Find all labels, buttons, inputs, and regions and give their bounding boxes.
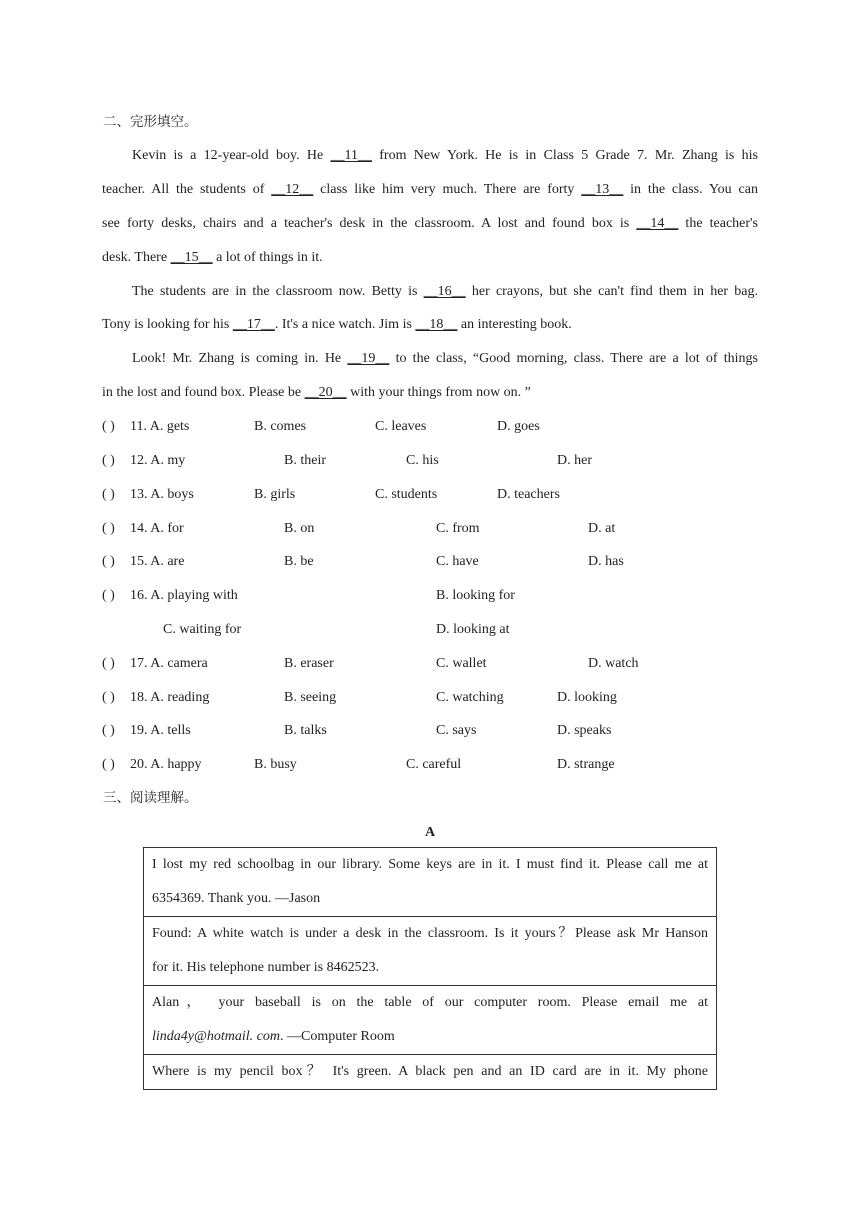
cloze-line [102, 251, 323, 265]
question-19-option-c: C. says [436, 723, 477, 738]
question-18-option-a: 18. A. reading [130, 690, 210, 705]
question-15-option-a: 15. A. are [130, 554, 185, 569]
question-11-option-c: C. leaves [375, 419, 427, 434]
cloze-text: in the class. You can [623, 182, 758, 197]
cloze-text: desk. There [102, 250, 171, 265]
answer-paren: ( ) [102, 723, 115, 738]
question-13-option-d: D. teachers [497, 487, 560, 502]
notice-cell [144, 848, 717, 917]
question-20-option-a: 20. A. happy [130, 757, 202, 772]
question-18-option-d: D. looking [557, 690, 617, 705]
email-address: linda4y@hotmail. com [152, 1029, 280, 1044]
notice-text: I lost my red schoolbag in our library. Some keys are in it. I must find it. Please call me at [152, 857, 708, 872]
notice-text: Found: A white watch is under a desk in the classroom. Is it yours？Please ask Mr Hanson [152, 926, 708, 941]
question-17-option-b: B. eraser [284, 656, 334, 671]
blank-12: __12__ [271, 182, 314, 197]
notice-text: for it. His telephone number is 8462523. [152, 960, 380, 975]
blank-19: __19__ [347, 351, 390, 366]
cloze-text: with your things from now on. ” [346, 385, 531, 400]
notice-text: Where is my pencil box？ It's green. A black pen and an ID card are in it. My phone [152, 1064, 708, 1079]
blank-18: __18__ [415, 317, 458, 332]
answer-paren: ( ) [102, 757, 115, 772]
blank-14: __14__ [636, 216, 679, 231]
question-16-option-b: B. looking for [436, 588, 515, 603]
cloze-text: Look! Mr. Zhang is coming in. He [132, 351, 348, 366]
question-12-option-a: 12. A. my [130, 453, 186, 468]
cloze-line [102, 386, 531, 400]
notice-cell [144, 917, 717, 986]
passage-label: A [424, 825, 436, 840]
question-15-option-d: D. has [588, 554, 624, 569]
answer-paren: ( ) [102, 453, 115, 468]
question-14-option-d: D. at [588, 521, 616, 536]
question-13-option-a: 13. A. boys [130, 487, 194, 502]
answer-paren: ( ) [102, 521, 115, 536]
question-18-option-b: B. seeing [284, 690, 337, 705]
table-row [144, 986, 717, 1055]
question-13-option-b: B. girls [254, 487, 296, 502]
blank-17: __17__ [232, 317, 275, 332]
cloze-line [132, 352, 758, 366]
question-18-option-c: C. watching [436, 690, 504, 705]
question-15-option-b: B. be [284, 554, 314, 569]
cloze-line [132, 149, 758, 163]
question-20-option-c: C. careful [406, 757, 462, 772]
cloze-text: The students are in the classroom now. Betty is [132, 284, 424, 299]
cloze-line [132, 285, 758, 299]
notice-text: Alan， your baseball is on the table of our computer room. Please email me at [152, 995, 708, 1010]
notice-board-table [143, 847, 717, 1090]
cloze-text: . It's a nice watch. Jim is [274, 317, 416, 332]
question-14-option-c: C. from [436, 521, 480, 536]
question-17-option-a: 17. A. camera [130, 656, 208, 671]
cloze-text: to the class, “Good morning, class. There are a lot of things [389, 351, 758, 366]
question-19-option-a: 19. A. tells [130, 723, 191, 738]
question-12-option-d: D. her [557, 453, 592, 468]
cloze-text: class like him very much. There are forty [313, 182, 582, 197]
notice-cell [144, 1055, 717, 1090]
cloze-text: from New York. He is in Class 5 Grade 7. Mr. Zhang is his [371, 148, 758, 163]
notice-cell [144, 986, 717, 1055]
cloze-line [102, 318, 572, 332]
question-20-option-d: D. strange [557, 757, 615, 772]
answer-paren: ( ) [102, 588, 115, 603]
notice-text: 6354369. Thank you. —Jason [152, 891, 321, 906]
cloze-text: an interesting book. [457, 317, 572, 332]
cloze-text: the teacher's [678, 216, 758, 231]
cloze-text: teacher. All the students of [102, 182, 272, 197]
blank-20: __20__ [304, 385, 347, 400]
cloze-line [102, 217, 758, 231]
answer-paren: ( ) [102, 656, 115, 671]
section-title-reading: 三、阅读理解。 [103, 790, 198, 806]
question-19-option-d: D. speaks [557, 723, 612, 738]
section-title-cloze: 二、完形填空。 [103, 114, 198, 130]
question-16-option-a: 16. A. playing with [130, 588, 238, 603]
cloze-line [102, 183, 758, 197]
question-20-option-b: B. busy [254, 757, 297, 772]
cloze-text: Tony is looking for his [102, 317, 233, 332]
question-12-option-c: C. his [406, 453, 439, 468]
question-11-option-b: B. comes [254, 419, 307, 434]
cloze-text: in the lost and found box. Please be [102, 385, 305, 400]
answer-paren: ( ) [102, 690, 115, 705]
answer-paren: ( ) [102, 554, 115, 569]
question-17-option-c: C. wallet [436, 656, 487, 671]
blank-15: __15__ [170, 250, 213, 265]
question-12-option-b: B. their [284, 453, 326, 468]
table-row [144, 848, 717, 917]
blank-13: __13__ [581, 182, 624, 197]
question-14-option-b: B. on [284, 521, 315, 536]
question-17-option-d: D. watch [588, 656, 639, 671]
cloze-text: a lot of things in it. [212, 250, 323, 265]
notice-text [152, 1020, 708, 1054]
blank-16: __16__ [423, 284, 466, 299]
question-15-option-c: C. have [436, 554, 479, 569]
answer-paren: ( ) [102, 419, 115, 434]
cloze-text: see forty desks, chairs and a teacher's desk in the classroom. A lost and found box is [102, 216, 637, 231]
answer-paren: ( ) [102, 487, 115, 502]
cloze-text: her crayons, but she can't find them in her bag. [465, 284, 758, 299]
question-16-option-c: C. waiting for [163, 622, 242, 637]
question-11-option-d: D. goes [497, 419, 540, 434]
question-19-option-b: B. talks [284, 723, 327, 738]
question-13-option-c: C. students [375, 487, 438, 502]
table-row [144, 1055, 717, 1090]
question-14-option-a: 14. A. for [130, 521, 184, 536]
question-11-option-a: 11. A. gets [130, 419, 190, 434]
table-row [144, 917, 717, 986]
notice-text: . —Computer Room [279, 1029, 395, 1044]
question-16-option-d: D. looking at [436, 622, 510, 637]
blank-11: __11__ [330, 148, 372, 163]
cloze-text: Kevin is a 12-year-old boy. He [132, 148, 331, 163]
